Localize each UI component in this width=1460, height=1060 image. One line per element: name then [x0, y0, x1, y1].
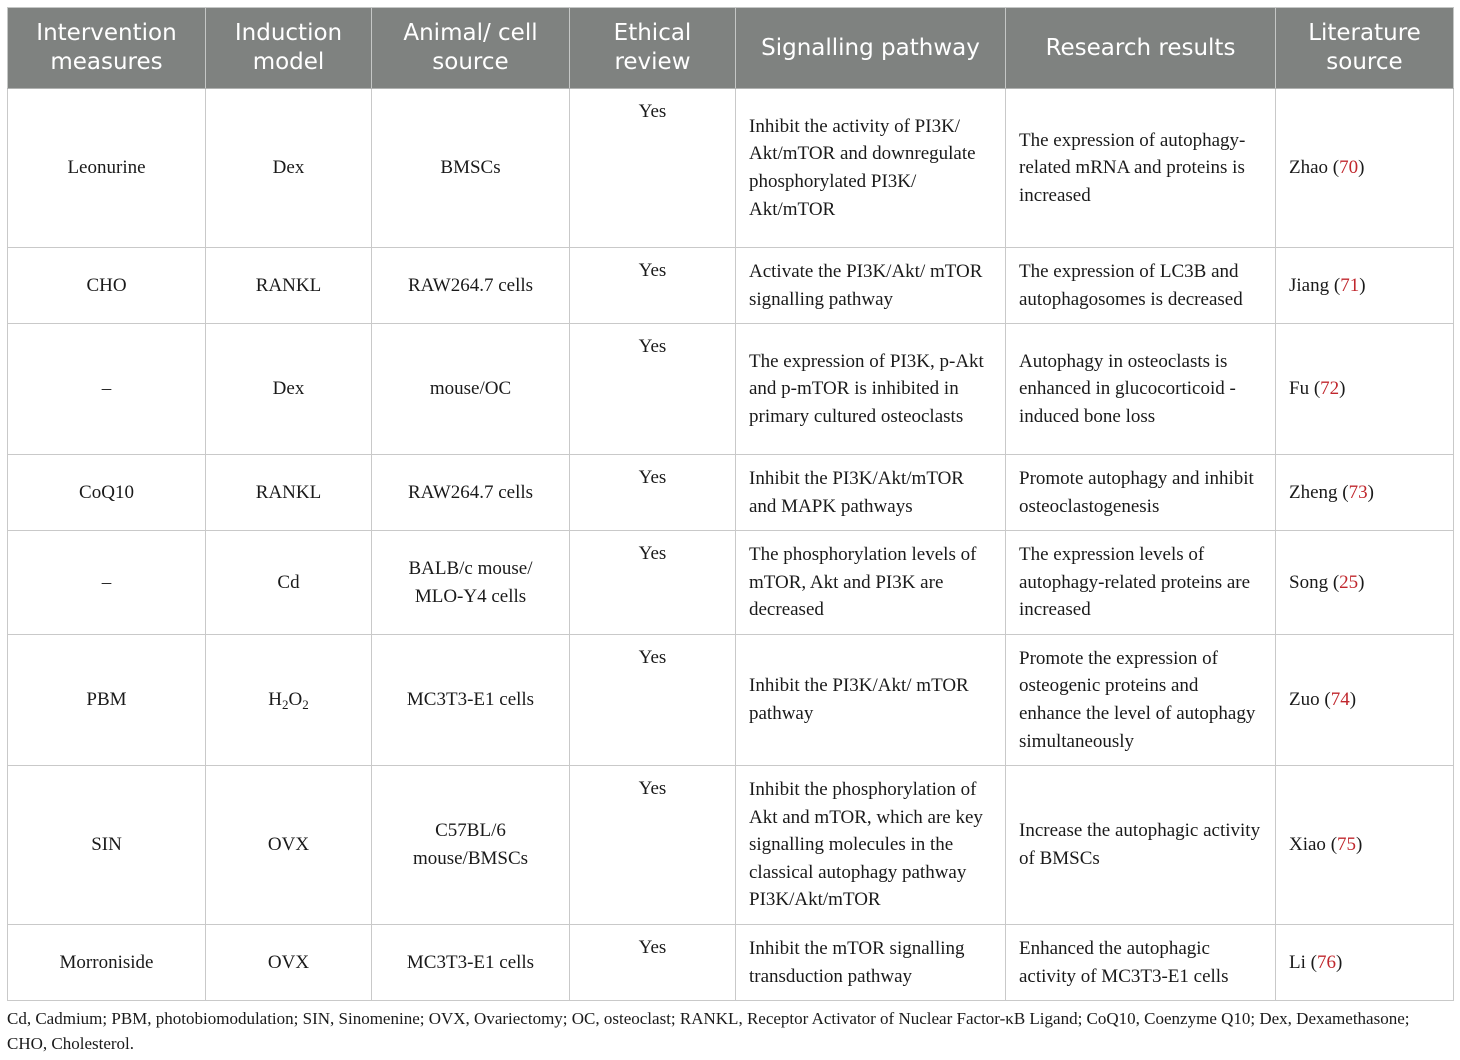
cell-source: mouse/OC — [372, 324, 570, 455]
cell-intervention: – — [8, 324, 206, 455]
cell-results: Autophagy in osteoclasts is enhanced in glucocorticoid - induced bone loss — [1006, 324, 1276, 455]
cell-literature: Zheng (73) — [1276, 455, 1454, 531]
cell-ethical: Yes — [570, 455, 736, 531]
table-row — [8, 766, 1454, 925]
cell-source: RAW264.7 cells — [372, 455, 570, 531]
cell-literature: Zhao (70) — [1276, 89, 1454, 248]
table-row — [8, 89, 1454, 248]
cell-pathway: Inhibit the activity of PI3K/ Akt/mTOR and downregulate phosphorylated PI3K/ Akt/mTOR — [736, 89, 1006, 248]
table-row — [8, 455, 1454, 531]
cell-results: Increase the autophagic activity of BMSCs — [1006, 766, 1276, 925]
cell-pathway: Activate the PI3K/Akt/ mTOR signalling pathway — [736, 248, 1006, 324]
cell-ethical: Yes — [570, 248, 736, 324]
cell-ethical: Yes — [570, 531, 736, 635]
cell-literature: Li (76) — [1276, 925, 1454, 1001]
cell-intervention: PBM — [8, 635, 206, 766]
cell-source: C57BL/6 mouse/BMSCs — [372, 766, 570, 925]
cell-ethical: Yes — [570, 324, 736, 455]
cell-source: MC3T3-E1 cells — [372, 925, 570, 1001]
cell-pathway: The expression of PI3K, p-Akt and p-mTOR is inhibited in primary cultured osteoclasts — [736, 324, 1006, 455]
cell-literature: Jiang (71) — [1276, 248, 1454, 324]
cell-induction: OVX — [206, 925, 372, 1001]
cell-source: BALB/c mouse/ MLO-Y4 cells — [372, 531, 570, 635]
reference-link[interactable]: 73 — [1348, 481, 1368, 503]
author: Jiang — [1289, 274, 1330, 296]
reference-link[interactable]: 75 — [1337, 834, 1357, 856]
table-header — [8, 8, 1454, 89]
cell-pathway: Inhibit the mTOR signalling transduction pathway — [736, 925, 1006, 1001]
table-row — [8, 635, 1454, 766]
table-row — [8, 248, 1454, 324]
cell-induction: Dex — [206, 89, 372, 248]
reference-link[interactable]: 74 — [1330, 689, 1350, 711]
cell-intervention: SIN — [8, 766, 206, 925]
author: Zhao — [1289, 157, 1329, 179]
reference-link[interactable]: 72 — [1320, 378, 1340, 400]
header-ethical: Ethical review — [570, 8, 736, 89]
cell-ethical: Yes — [570, 635, 736, 766]
author: Fu — [1289, 378, 1310, 400]
cell-intervention: Morroniside — [8, 925, 206, 1001]
cell-induction: Cd — [206, 531, 372, 635]
table-container — [7, 7, 1453, 1001]
cell-source: MC3T3-E1 cells — [372, 635, 570, 766]
cell-results: Promote the expression of osteogenic proteins and enhance the level of autophagy simultaneously — [1006, 635, 1276, 766]
cell-results: Promote autophagy and inhibit osteoclastogenesis — [1006, 455, 1276, 531]
author: Zuo — [1289, 689, 1320, 711]
reference-link[interactable]: 71 — [1340, 274, 1360, 296]
cell-intervention: – — [8, 531, 206, 635]
table-row — [8, 324, 1454, 455]
header-row — [8, 8, 1454, 89]
header-induction: Induction model — [206, 8, 372, 89]
cell-induction: Dex — [206, 324, 372, 455]
header-pathway: Signalling pathway — [736, 8, 1006, 89]
table-footnote: Cd, Cadmium; PBM, photobiomodulation; SIN, Sinomenine; OVX, Ovariectomy; OC, osteoclast; RANKL, Receptor Activator of Nuclear Factor-κB Ligand; CoQ10, Coenzyme Q10; Dex, Dexamethasone; CHO, Cholesterol. — [7, 1009, 1410, 1053]
cell-induction: OVX — [206, 766, 372, 925]
cell-literature: Fu (72) — [1276, 324, 1454, 455]
cell-ethical: Yes — [570, 766, 736, 925]
cell-results: The expression of LC3B and autophagosomes is decreased — [1006, 248, 1276, 324]
cell-results: The expression levels of autophagy-related proteins are increased — [1006, 531, 1276, 635]
cell-induction: RANKL — [206, 248, 372, 324]
cell-ethical: Yes — [570, 925, 736, 1001]
cell-results: The expression of autophagy-related mRNA and proteins is increased — [1006, 89, 1276, 248]
cell-pathway: Inhibit the PI3K/Akt/ mTOR pathway — [736, 635, 1006, 766]
cell-literature: Zuo (74) — [1276, 635, 1454, 766]
h2o2-formula: $H_2O_2$ — [268, 689, 309, 713]
cell-pathway: Inhibit the phosphorylation of Akt and mTOR, which are key signalling molecules in the classical autophagy pathway PI3K/Akt/mTOR — [736, 766, 1006, 925]
cell-induction — [206, 635, 372, 766]
cell-source: BMSCs — [372, 89, 570, 248]
header-intervention: Intervention measures — [8, 8, 206, 89]
table-body — [8, 89, 1454, 1001]
cell-literature: Xiao (75) — [1276, 766, 1454, 925]
reference-link[interactable]: 25 — [1339, 571, 1359, 593]
cell-literature: Song (25) — [1276, 531, 1454, 635]
data-table — [7, 7, 1454, 1001]
cell-intervention: Leonurine — [8, 89, 206, 248]
author: Song — [1289, 571, 1329, 593]
cell-intervention: CHO — [8, 248, 206, 324]
header-results: Research results — [1006, 8, 1276, 89]
table-row — [8, 925, 1454, 1001]
header-literature: Literature source — [1276, 8, 1454, 89]
author: Li — [1289, 951, 1306, 973]
header-source: Animal/ cell source — [372, 8, 570, 89]
reference-link[interactable]: 70 — [1339, 157, 1359, 179]
cell-ethical: Yes — [570, 89, 736, 248]
author: Xiao — [1289, 834, 1326, 856]
cell-source: RAW264.7 cells — [372, 248, 570, 324]
cell-pathway: Inhibit the PI3K/Akt/mTOR and MAPK pathways — [736, 455, 1006, 531]
cell-induction: RANKL — [206, 455, 372, 531]
reference-link[interactable]: 76 — [1316, 951, 1336, 973]
cell-results: Enhanced the autophagic activity of MC3T3-E1 cells — [1006, 925, 1276, 1001]
author: Zheng — [1289, 481, 1338, 503]
cell-intervention: CoQ10 — [8, 455, 206, 531]
table-row — [8, 531, 1454, 635]
cell-pathway: The phosphorylation levels of mTOR, Akt and PI3K are decreased — [736, 531, 1006, 635]
